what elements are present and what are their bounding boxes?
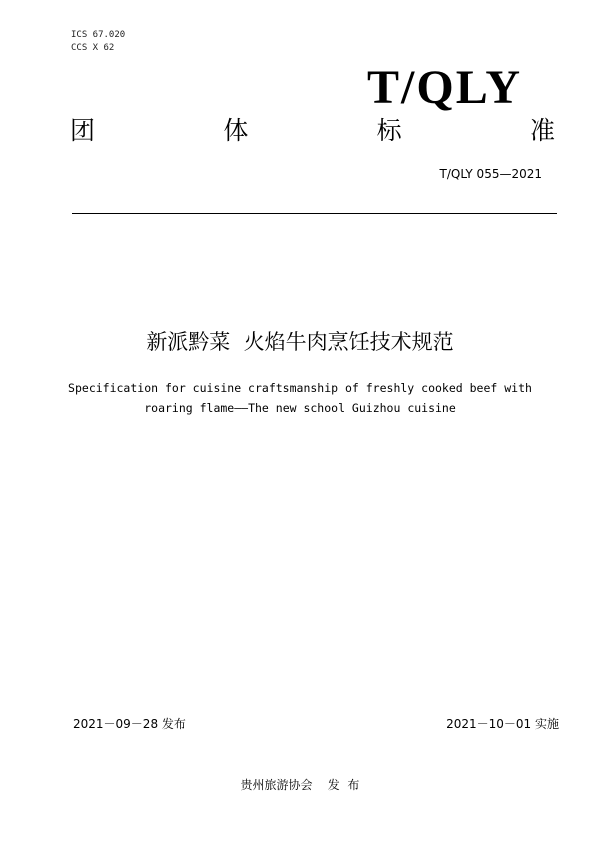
header-divider (72, 213, 557, 214)
implement-date: 2021－10－01 实施 (446, 717, 559, 731)
standard-logo: T/QLY (367, 61, 522, 114)
standard-number: T/QLY 055—2021 (439, 167, 542, 181)
kind-char: 准 (529, 116, 555, 145)
english-title (40, 378, 560, 418)
kind-char: 体 (223, 116, 249, 145)
english-title-line-2: roaring flame——The new school Guizhou cuisine (144, 401, 456, 415)
english-title-line-1: Specification for cuisine craftsmanship of freshly cooked beef with (68, 381, 532, 395)
ics-code: ICS 67.020 (71, 30, 126, 40)
standard-kind (70, 116, 555, 146)
issuer: 贵州旅游协会 发 布 (240, 778, 360, 792)
chinese-title: 新派黔菜 火焰牛肉烹饪技术规范 (146, 330, 454, 354)
kind-char: 标 (376, 116, 402, 145)
kind-char: 团 (70, 116, 96, 145)
publish-date: 2021－09－28 发布 (73, 717, 186, 731)
classification-codes (71, 29, 125, 55)
ccs-code: CCS X 62 (71, 43, 115, 53)
